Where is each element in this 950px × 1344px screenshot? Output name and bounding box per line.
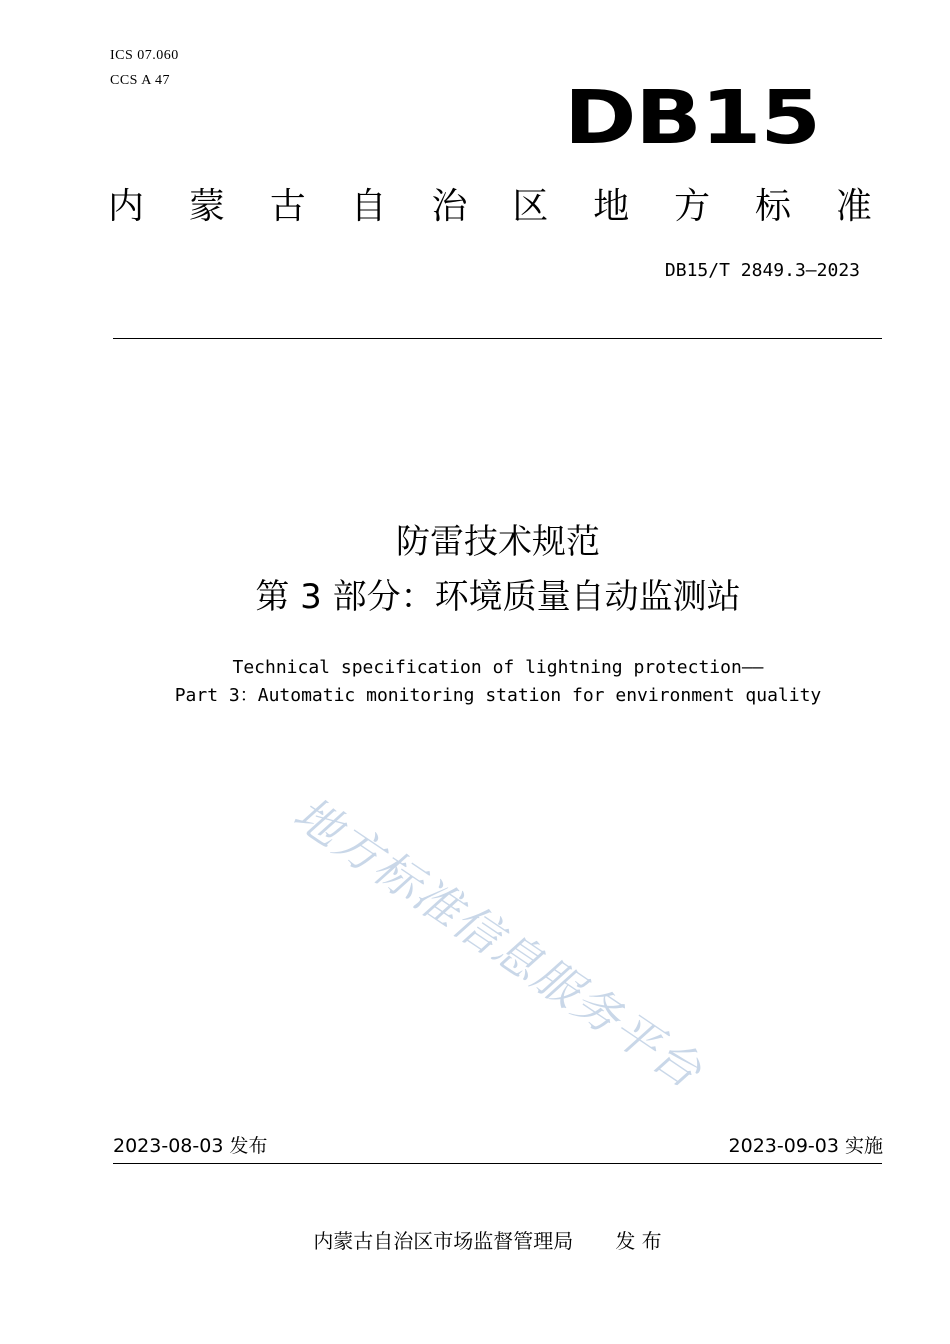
title-char: 自	[350, 186, 387, 227]
issuer-action: 发 布	[615, 1229, 662, 1253]
title-char: 准	[835, 186, 872, 227]
issuer-line	[0, 1228, 950, 1254]
header-divider	[113, 338, 882, 339]
title-char: 内	[108, 186, 145, 227]
footer-divider	[113, 1163, 882, 1164]
title-char: 标	[755, 186, 792, 227]
watermark: 地方标准信息服务平台	[284, 785, 713, 1100]
document-title-cn: 防雷技术规范	[396, 522, 600, 562]
document-subtitle-en: Part 3：Automatic monitoring station for environment quality	[174, 685, 822, 706]
ccs-code: CCS A 47	[110, 73, 171, 88]
title-char: 古	[269, 186, 306, 227]
ics-code: ICS 07.060	[110, 48, 179, 63]
title-char: 治	[431, 186, 468, 227]
implementation-date: 2023-09-03 实施	[728, 1135, 883, 1157]
title-char: 地	[593, 186, 630, 227]
issuer-name: 内蒙古自治区市场监督管理局	[313, 1229, 574, 1253]
title-char: 区	[512, 186, 549, 227]
standard-logo: DB15	[564, 75, 820, 161]
standard-number: DB15/T 2849.3—2023	[664, 260, 860, 281]
standard-category-title	[108, 184, 872, 230]
document-subtitle-cn: 第 3 部分：环境质量自动监测站	[255, 577, 741, 617]
title-char: 蒙	[188, 186, 225, 227]
document-title-en: Technical specification of lightning protection——	[232, 657, 764, 678]
title-char: 方	[674, 186, 711, 227]
issue-date: 2023-08-03 发布	[113, 1135, 268, 1157]
